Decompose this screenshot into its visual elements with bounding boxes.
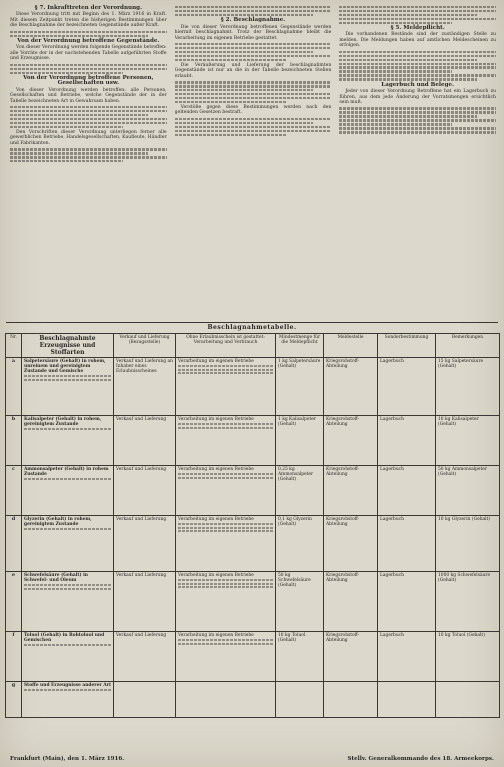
signature: Stellv. Generalkommando des 18. Armeekorps. [347,756,494,762]
text-column-middle [175,4,332,320]
row-nr: g [6,682,22,718]
paragraph: Die vorhandenen Bestände sind der zuständigen Stelle zu melden. Die Meldungen haben auf amtlichen Meldescheinen zu erfolgen. [339,32,496,49]
row-nr: c [6,466,22,516]
table-row [6,466,500,516]
text-line [178,527,273,529]
text-line [178,427,273,429]
header-stoffe [22,334,114,358]
table-row [6,516,500,572]
row-col-f: 15 kg Salpetersäure (Gehalt) [436,358,500,416]
paragraph: Die Veräußerung und Lieferung der beschlagnahmten Gegenstände ist nur an die in der Tabelle bezeichneten Stellen erlaubt. [174,62,332,79]
row-col-a: Verkauf und Lieferung [114,416,176,466]
row-stoff [22,572,114,632]
row-col-d: Kriegsrohstoff-Abteilung [324,572,378,632]
text-line [10,118,167,120]
text-line [339,119,496,121]
text-line [10,110,167,112]
section-heading: Lagerbuch und Belege. [381,81,455,88]
row-col-f: 10 kg Kalisalpeter (Gehalt) [436,416,500,466]
row-col-a: Verkauf und Lieferung [114,516,176,572]
text-line [339,14,477,16]
text-line [339,18,496,20]
text-line [10,106,167,108]
row-stoff [22,516,114,572]
row-col-e: Lagerbuch [378,416,436,466]
paragraph: Jeder von dieser Verordnung Betroffene hat ein Lagerbuch zu führen, aus dem jede Änderung der Vorratsmengen ersichtlich sein muß. [339,89,496,106]
text-line [339,6,496,8]
row-col-c [276,682,324,718]
table-row [6,416,500,466]
paragraph: Von dieser Verordnung werden betroffen: alle Personen, Gesellschaften und Betriebe, welche Gegenstände der in der Tabelle bezeichneten Art in Gewahrsam haben. [10,87,167,104]
text-line [339,66,496,68]
section-heading: § 5. Meldepflicht. [390,24,445,31]
text-line [10,160,123,162]
row-col-f: 50 kg Ammonsalpeter (Gehalt) [436,466,500,516]
row-col-c: 50 kg Schwefelsäure (Gehalt) [276,572,324,632]
text-line [178,586,273,588]
row-col-a: Verkauf und Lieferung [114,466,176,516]
text-line [175,126,332,128]
text-column-left [10,4,167,320]
header-col-b: Ohne Erlaubnisschein ist gestattet: Verarbeitung und Verbrauch [176,334,276,358]
row-col-b-text: Verarbeitung im eigenen Betriebe [178,517,254,522]
text-line [175,85,332,87]
row-stoff-text: Stoffe und Erzeugnisse anderer Art [24,683,111,688]
text-line [339,10,496,12]
text-line [178,365,273,367]
text-line [175,130,332,132]
row-col-d: Kriegsrohstoff-Abteilung [324,416,378,466]
text-line [10,64,167,66]
text-line [339,59,477,61]
text-columns [10,4,496,320]
row-nr: d [6,516,22,572]
text-line [339,115,477,117]
text-line [178,530,273,532]
row-col-c: 1 kg Kalisalpeter (Gehalt) [276,416,324,466]
row-stoff-text: Schwefelsäure (Gehalt) in Schwefel- und Oleum [24,573,88,583]
row-col-b-text: Verarbeitung im eigenen Betriebe [178,467,254,472]
row-col-e [378,682,436,718]
text-line [339,107,496,109]
paragraph: Diese Verordnung tritt mit Beginn des 1. März 1916 in Kraft. Mit diesem Zeitpunkt treten die bisherigen Bestimmungen über die Beschlagnahme der bezeichneten Gegenstände außer Kraft. [10,12,167,29]
section-heading: Von der Verordnung betroffene Gegenstände. [17,38,160,44]
row-col-f: 1000 kg Schwefelsäure (Gehalt) [436,572,500,632]
row-stoff-text: Toluol (Gehalt) in Rohtoluol und Gemischen [24,633,105,643]
row-col-c: 0,25 kg Ammonsalpeter (Gehalt) [276,466,324,516]
row-stoff-text: Kalisalpeter (Gehalt) in rohem, gereinigtem Zustande [24,417,102,427]
text-line [10,72,123,74]
section-heading: § 2. Beschlagnahme. [220,17,286,24]
document-footer [10,756,494,762]
text-line [178,473,273,475]
row-col-b [176,682,276,718]
text-line [10,122,167,124]
text-line [175,93,332,95]
text-line [339,22,452,24]
row-stoff [22,416,114,466]
row-col-a: Verkauf und Lieferung [114,572,176,632]
row-col-f: 10 kg Glyzerin (Gehalt) [436,516,500,572]
text-line [178,423,273,425]
text-line [178,639,273,641]
text-line [24,428,111,430]
row-col-a [114,682,176,718]
row-col-b [176,632,276,682]
text-column-right [339,4,496,320]
table-row [6,358,500,416]
text-line [178,372,273,374]
seizure-table [5,333,500,718]
text-line [10,114,148,116]
row-col-d [324,682,378,718]
text-line [24,588,111,590]
row-nr: f [6,632,22,682]
row-col-c: 0,1 kg Glyzerin (Gehalt) [276,516,324,572]
row-stoff [22,682,114,718]
row-col-e: Lagerbuch [378,466,436,516]
text-line [24,644,111,646]
row-nr: b [6,416,22,466]
header-col-a: Verkauf und Lieferung (Bezugsstelle) [114,334,176,358]
row-stoff-text: Ammonsalpeter (Gehalt) in rohem Zustande [24,467,109,477]
text-line [10,156,167,158]
text-line [10,126,123,128]
row-stoff [22,632,114,682]
header-stoffe-text: Beschlagnahmte Erzeugnisse und Stoffarten [39,335,96,356]
header-col-f: Bemerkungen [436,334,500,358]
section-heading: Von der Verordnung betroffene Personen, Gesellschaften usw. [23,74,154,87]
text-line [339,51,496,53]
row-col-d: Kriegsrohstoff-Abteilung [324,632,378,682]
text-line [175,6,332,8]
text-line [175,134,288,136]
text-line [175,81,332,83]
row-col-e: Lagerbuch [378,516,436,572]
text-line [10,152,148,154]
text-line [175,43,332,45]
text-line [24,375,111,377]
header-col-c: Mindestmenge für die Meldepflicht [276,334,324,358]
text-line [178,369,273,371]
text-line [339,131,496,133]
row-stoff [22,466,114,516]
text-line [339,70,452,72]
text-line [339,74,496,76]
row-col-c: 10 kg Toluol (Gehalt) [276,632,324,682]
text-line [175,14,313,16]
table-header-row [6,334,500,358]
row-nr: e [6,572,22,632]
text-line [175,101,288,103]
text-line [178,579,273,581]
row-col-f: 10 kg Toluol (Gehalt) [436,632,500,682]
text-line [24,528,111,530]
text-line [175,118,332,120]
text-line [178,583,273,585]
header-nr: Nr. [6,334,22,358]
row-col-b [176,516,276,572]
place-date: Frankfurt (Main), den 1. März 1916. [10,756,125,762]
row-col-b-text: Verarbeitung im eigenen Betriebe [178,633,254,638]
table-row [6,572,500,632]
text-line [178,643,273,645]
text-line [24,584,111,586]
paragraph: Den Vorschriften dieser Verordnung unterliegen ferner alle gewerblichen Betriebe, Handelsgesellschaften, Kaufleute, Händler und Fabrikanten. [10,129,167,146]
row-col-d: Kriegsrohstoff-Abteilung [324,516,378,572]
row-col-b-text: Verarbeitung im eigenen Betriebe [178,417,254,422]
row-col-d: Kriegsrohstoff-Abteilung [324,358,378,416]
text-line [339,127,496,129]
text-line [178,523,273,525]
row-col-e: Lagerbuch [378,572,436,632]
text-line [10,31,167,33]
row-stoff-text: Salpetersäure (Gehalt) in rohem, unreinem und gereinigtem Zustande und Gemische [24,359,106,374]
text-line [339,63,496,65]
text-line [339,111,496,113]
text-line [175,47,332,49]
table-row [6,682,500,718]
text-line [10,148,167,150]
text-line [339,123,452,125]
table-row [6,632,500,682]
row-col-a: Verkauf und Lieferung an Inhaber eines Erlaubnisscheines [114,358,176,416]
row-col-b [176,572,276,632]
text-line [10,68,167,70]
row-stoff [22,358,114,416]
text-line [10,35,148,37]
row-stoff-text: Glyzerin (Gehalt) in rohem, gereinigtem Zustande [24,517,92,527]
row-col-c: 1 kg Salpetersäure (Gehalt) [276,358,324,416]
text-line [24,379,111,381]
row-col-e: Lagerbuch [378,358,436,416]
row-col-e: Lagerbuch [378,632,436,682]
row-col-a: Verkauf und Lieferung [114,632,176,682]
header-col-e: Sonderbestimmung [378,334,436,358]
text-line [339,55,496,57]
row-col-b [176,466,276,516]
text-line [175,59,288,61]
text-line [339,78,477,80]
row-col-b-text: Verarbeitung im eigenen Betriebe [178,573,254,578]
paragraph: Von dieser Verordnung werden folgende Gegenstände betroffen: alle Vorräte der in der nachstehenden Tabelle aufgeführten Stoffe und Erzeugnisse. [10,45,167,62]
row-col-b [176,358,276,416]
row-col-f [436,682,500,718]
text-line [175,10,332,12]
text-line [24,478,111,480]
text-line [175,89,313,91]
paragraph: Die von dieser Verordnung betroffenen Gegenstände werden hiermit beschlagnahmt. Trotz der Beschlagnahme bleibt die Verarbeitung im eigenen Betriebe gestattet. [174,24,332,41]
text-line [175,51,313,53]
row-nr: a [6,358,22,416]
paragraph: Verstöße gegen diese Bestimmungen werden nach den geltenden Gesetzen bestraft. [174,105,332,116]
section-divider [6,322,498,323]
section-heading: § 7. Inkrafttreten der Verordnung. [34,5,143,11]
text-line [178,477,273,479]
text-line [175,122,313,124]
header-col-d: Meldestelle [324,334,378,358]
row-col-b-text: Verarbeitung im eigenen Betriebe [178,359,254,364]
text-line [175,55,332,57]
row-col-b [176,416,276,466]
text-line [24,689,111,691]
text-line [175,97,332,99]
table-title: Beschlagnahmetabelle. [207,324,297,331]
row-col-d: Kriegsrohstoff-Abteilung [324,466,378,516]
